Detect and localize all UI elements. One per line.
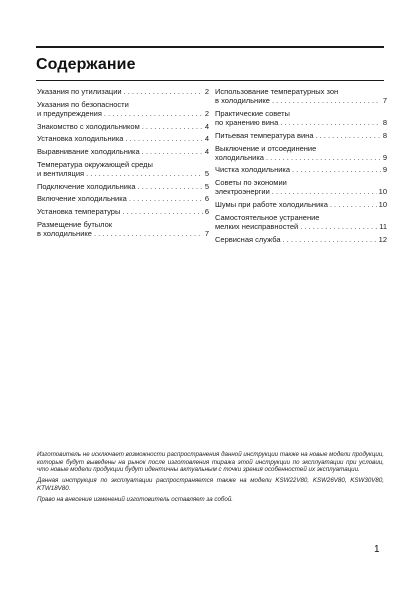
toc-entry-lastline bbox=[37, 109, 209, 118]
toc-entry bbox=[215, 165, 387, 174]
toc-entry-page: 2 bbox=[204, 87, 209, 96]
toc-entry bbox=[215, 178, 387, 196]
toc-entry bbox=[215, 213, 387, 231]
toc-entry-page: 10 bbox=[378, 200, 387, 210]
dot-leader bbox=[280, 118, 381, 127]
toc-entry-lastline bbox=[215, 187, 387, 196]
toc-entry-title-line: по хранению вина bbox=[215, 118, 279, 128]
dot-leader bbox=[300, 222, 377, 231]
dot-leader bbox=[316, 131, 381, 140]
toc-entry-title-line: Использование температурных зон bbox=[215, 87, 339, 96]
toc-entry bbox=[215, 109, 387, 127]
page-title: Содержание bbox=[36, 56, 136, 73]
toc-entry bbox=[37, 182, 209, 191]
toc-entry-title-line: Знакомство с холодильником bbox=[37, 121, 140, 131]
toc-entry bbox=[215, 131, 387, 140]
dot-leader bbox=[330, 200, 377, 209]
toc-entry-lastline bbox=[215, 165, 387, 174]
toc-entry-page: 6 bbox=[204, 194, 209, 204]
toc-entry bbox=[37, 134, 209, 143]
toc-entry bbox=[37, 147, 209, 156]
toc-entry-page: 9 bbox=[382, 152, 387, 162]
dot-leader bbox=[124, 87, 203, 96]
toc-entry bbox=[37, 220, 209, 238]
dot-leader bbox=[292, 165, 381, 174]
toc-entry-title-line: Выравнивание холодильника bbox=[37, 147, 140, 157]
toc-entry-title-line: Температура окружающей среды bbox=[37, 159, 153, 169]
toc-entry-title-line: Размещение бутылок bbox=[37, 219, 113, 229]
toc-entry-title-line: и предупреждения bbox=[37, 108, 102, 118]
toc-entry-title-line: в холодильнике bbox=[215, 96, 270, 106]
toc-entry-title-line: в холодильнике bbox=[37, 228, 92, 238]
toc-entry-lastline bbox=[215, 96, 387, 105]
toc-entry-lastline bbox=[215, 222, 387, 231]
toc-entry-lastline bbox=[37, 134, 209, 143]
toc-entry bbox=[37, 87, 209, 96]
toc-entry-title-line: и вентиляция bbox=[37, 168, 85, 178]
toc-entry bbox=[215, 200, 387, 209]
toc-entry-title-line: Включение холодильника bbox=[37, 194, 127, 204]
page-number: 1 bbox=[374, 544, 380, 555]
toc-entry-title-line: Практические советы bbox=[215, 108, 290, 118]
dot-leader bbox=[125, 134, 202, 143]
toc-entry-lastline bbox=[215, 118, 387, 127]
toc-entry-title-line: Подключение холодильника bbox=[37, 181, 136, 191]
toc-entry-page: 8 bbox=[382, 118, 387, 128]
toc-entry bbox=[37, 207, 209, 216]
toc-entry-page: 8 bbox=[382, 130, 387, 140]
toc-left-column bbox=[37, 87, 209, 242]
toc-entry-lastline bbox=[37, 122, 209, 131]
toc-entry-title-line: Сервисная служба bbox=[215, 234, 281, 244]
toc-entry-page: 6 bbox=[204, 207, 209, 217]
toc-entry bbox=[37, 160, 209, 178]
dot-leader bbox=[129, 194, 203, 203]
toc-entry-title-line: электроэнергии bbox=[215, 187, 270, 197]
toc-entry-page: 9 bbox=[382, 165, 387, 175]
toc-entry-lastline bbox=[37, 169, 209, 178]
toc-entry-title-line: мелких неисправностей bbox=[215, 221, 299, 231]
toc-entry-lastline bbox=[215, 131, 387, 140]
toc-entry-title-line: Питьевая температура вина bbox=[215, 130, 314, 140]
footer-note-models: Данная инструкция по эксплуатации распространяется также на модели KSW22V80, KSW26V80, KSW30V80, KTW18V80. bbox=[37, 477, 384, 492]
toc-entry-title-line: Самостоятельное устранение bbox=[215, 212, 320, 222]
toc-entry-title-line: Советы по экономии bbox=[215, 178, 287, 188]
toc-entry bbox=[215, 87, 387, 105]
toc-entry-title-line: Указания по утилизации bbox=[37, 87, 122, 96]
toc-entry-title-line: Установка температуры bbox=[37, 207, 121, 217]
footer-note-rights: Право на внесение изменений изготовитель оставляет за собой. bbox=[37, 495, 234, 503]
dot-leader bbox=[272, 96, 381, 105]
toc-entry-page: 12 bbox=[378, 234, 387, 244]
toc-entry-lastline bbox=[215, 235, 387, 244]
toc-entry-title-line: Указания по безопасности bbox=[37, 99, 129, 109]
toc-entry-page: 4 bbox=[204, 121, 209, 131]
toc-entry-lastline bbox=[37, 147, 209, 156]
dot-leader bbox=[266, 153, 381, 162]
dot-leader bbox=[86, 169, 203, 178]
toc-entry bbox=[215, 144, 387, 162]
toc-entry-lastline bbox=[215, 153, 387, 162]
toc-entry-title-line: Установка холодильника bbox=[37, 134, 124, 144]
dot-leader bbox=[138, 182, 203, 191]
toc-entry-page: 5 bbox=[204, 168, 209, 178]
toc-entry bbox=[37, 100, 209, 118]
toc-entry bbox=[215, 235, 387, 244]
toc-entry-page: 4 bbox=[204, 134, 209, 144]
top-rule bbox=[36, 46, 384, 48]
toc-entry-lastline bbox=[37, 194, 209, 203]
toc-entry-title-line: Шумы при работе холодильника bbox=[215, 200, 328, 210]
toc-entry-lastline bbox=[215, 200, 387, 209]
toc-entry-lastline bbox=[37, 229, 209, 238]
toc-right-column bbox=[215, 87, 387, 247]
toc-entry bbox=[37, 194, 209, 203]
toc-entry-lastline bbox=[37, 207, 209, 216]
dot-leader bbox=[142, 147, 203, 156]
toc-entry-page: 11 bbox=[379, 221, 387, 231]
toc-entry-page: 7 bbox=[204, 228, 209, 238]
toc-entry-page: 4 bbox=[204, 147, 209, 157]
toc-entry-page: 2 bbox=[204, 108, 209, 118]
toc-entry-title-line: Чистка холодильника bbox=[215, 165, 291, 175]
footer-notes bbox=[37, 451, 384, 507]
dot-leader bbox=[104, 109, 203, 118]
toc-entry-page: 10 bbox=[378, 187, 387, 197]
dot-leader bbox=[283, 235, 377, 244]
toc-entry-lastline bbox=[37, 182, 209, 191]
toc-entry-page: 5 bbox=[204, 181, 209, 191]
dot-leader bbox=[142, 122, 203, 131]
toc-entry bbox=[37, 122, 209, 131]
toc-entry-title-line: Выключение и отсоединение bbox=[215, 143, 317, 153]
dot-leader bbox=[122, 207, 202, 216]
dot-leader bbox=[272, 187, 377, 196]
toc-entry-lastline bbox=[37, 87, 209, 96]
footer-note-disclaimer: Изготовитель не исключает возможности распространения данной инструкции также на новые модели продукции, которые будут выведены на рынок после изготовления тиража этой инструкции по эксплуатации при условии, что новые модели продукции будут идентичны актуальным с точки зрения особенностей их эксплуатации. bbox=[37, 451, 384, 474]
toc-entry-title-line: холодильника bbox=[215, 152, 264, 162]
toc-entry-page: 7 bbox=[382, 96, 387, 106]
title-rule bbox=[36, 80, 384, 81]
dot-leader bbox=[94, 229, 203, 238]
